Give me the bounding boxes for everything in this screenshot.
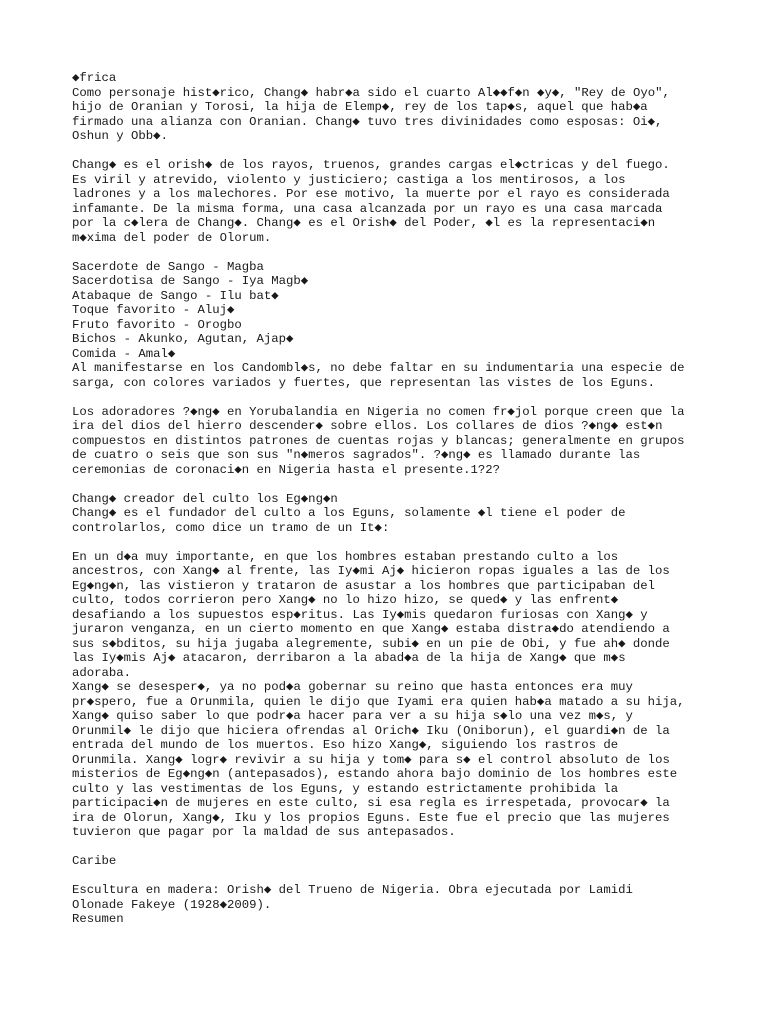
text-line: ancestros, con Xang◆ al frente, las Iy◆mi Aj◆ hicieron ropas iguales a las de los [72, 564, 670, 578]
blank-line [72, 535, 752, 550]
text-line: Xang◆ quiso saber lo que podr◆a hacer para ver a su hija s◆lo una vez m◆s, y [72, 709, 633, 723]
blank-line [72, 245, 752, 260]
text-line: compuestos en distintos patrones de cuentas rojas y blancas; generalmente en grupos [72, 433, 685, 448]
text-line: Escultura en madera: Orish◆ del Trueno de Nigeria. Obra ejecutada por Lamidi [72, 883, 633, 897]
text-line: Atabaque de Sango - Ilu bat◆ [72, 288, 279, 303]
text-line: Resumen [72, 912, 124, 926]
text-line: desafiando a los supuestos esp◆ritus. Las Iy◆mis quedaron furiosas con Xang◆ y [72, 607, 648, 622]
blank-line [72, 869, 752, 884]
text-line: firmado una alianza con Oranian. Chang◆ tuvo tres divinidades como esposas: Oi◆, [72, 114, 663, 129]
text-line: Fruto favorito - Orogbo [72, 317, 242, 332]
document-body [72, 71, 752, 927]
text-line: Orunmil◆ le dijo que hiciera ofrendas al Orich◆ Iku (Oniborun), el guardi◆n de la [72, 723, 670, 738]
text-line: ceremonias de coronaci◆n en Nigeria hasta el presente.1?2? [72, 462, 501, 477]
text-line: pr◆spero, fue a Orunmila, quien le dijo que Iyami era quien hab◆a matado a su hija, [72, 694, 685, 709]
blank-line [72, 840, 752, 855]
text-line: Los adoradores ?◆ng◆ en Yorubalandia en Nigeria no comen fr◆jol porque creen que la [72, 404, 685, 419]
text-line: Eg◆ng◆n, las vistieron y trataron de asustar a los hombres que participaban del [72, 578, 656, 593]
text-line: Chang◆ es el orish◆ de los rayos, truenos, grandes cargas el◆ctricas y del fuego. [72, 158, 670, 172]
text-line: Orunmila. Xang◆ logr◆ revivir a su hija y tom◆ para s◆ el control absoluto de los [72, 752, 670, 767]
text-line: misterios de Eg◆ng◆n (antepasados), estando ahora bajo dominio de los hombres este [72, 767, 678, 781]
text-line: controlarlos, como dice un tramo de un It◆: [72, 520, 390, 535]
text-line: por la c◆lera de Chang◆. Chang◆ es el Orish◆ del Poder, ◆l es la representaci◆n [72, 216, 656, 230]
text-line: infamante. De la misma forma, una casa alcanzada por un rayo es una casa marcada [72, 201, 663, 216]
text-line: Xang◆ se desesper◆, ya no pod◆a gobernar su reino que hasta entonces era muy [72, 680, 633, 694]
text-line: juraron venganza, en un cierto momento en que Xang◆ estaba distra◆do atendiendo a [72, 622, 670, 636]
text-line: adoraba. [72, 665, 132, 680]
blank-line [72, 144, 752, 159]
text-line: Sacerdote de Sango - Magba [72, 259, 264, 274]
text-line: Comida - Amal◆ [72, 346, 176, 361]
text-line: participaci◆n de mujeres en este culto, si esa regla es irrespetada, provocar◆ la [72, 796, 670, 810]
text-line: ira del dios del hierro descender◆ sobre ellos. Los collares de dios ?◆ng◆ est◆n [72, 419, 663, 433]
text-line: Bichos - Akunko, Agutan, Ajap◆ [72, 332, 294, 346]
text-line: entrada del mundo de los muertos. Eso hizo Xang◆, siguiendo los rastros de [72, 738, 619, 752]
blank-line [72, 390, 752, 405]
text-line: tuvieron que pagar por la maldad de sus antepasados. [72, 825, 456, 839]
text-line: hijo de Oranian y Torosi, la hija de Elemp◆, rey de los tap◆s, aquel que hab◆a [72, 100, 648, 114]
text-line: sarga, con colores variados y fuertes, que representan las vistes de los Eguns. [72, 375, 655, 390]
text-line: las Iy◆mis Aj◆ atacaron, derribaron a la abad◆a de la hija de Xang◆ que m◆s [72, 651, 626, 665]
text-line: Es viril y atrevido, violento y justiciero; castiga a los mentirosos, a los [72, 172, 626, 187]
text-line: de cuatro o seis que son sus "n◆meros sagrados". ?◆ng◆ es llamado durante las [72, 448, 641, 462]
text-line: Olonade Fakeye (1928◆2009). [72, 897, 272, 912]
text-line: culto, todos corrieron pero Xang◆ no lo hizo hizo, se qued◆ y las enfrent◆ [72, 593, 619, 607]
text-line: Caribe [72, 854, 117, 868]
text-line: Toque favorito - Aluj◆ [72, 303, 235, 317]
text-line: Como personaje hist◆rico, Chang◆ habr◆a sido el cuarto Al◆◆f◆n ◆y◆, "Rey de Oyo", [72, 85, 670, 100]
text-line: Sacerdotisa de Sango - Iya Magb◆ [72, 274, 309, 288]
text-line: Al manifestarse en los Candombl◆s, no debe faltar en su indumentaria una especie de [72, 361, 685, 375]
blank-line [72, 477, 752, 492]
text-line: Chang◆ es el fundador del culto a los Eguns, solamente ◆l tiene el poder de [72, 506, 626, 520]
text-line: m◆xima del poder de Olorum. [72, 230, 272, 245]
text-line: ladrones y a los malechores. Por ese motivo, la muerte por el rayo es considerada [72, 187, 670, 201]
text-line: En un d◆a muy importante, en que los hombres estaban prestando culto a los [72, 549, 619, 564]
text-line: Oshun y Obb◆. [72, 129, 168, 143]
text-line: ◆frica [72, 71, 117, 85]
text-line: sus s◆bditos, su hija jugaba alegremente, subi◆ en un pie de Obi, y fue ah◆ donde [72, 636, 670, 651]
text-line: culto y las vestimentas de los Eguns, y estando estrictamente prohibida la [72, 781, 619, 796]
text-line: Chang◆ creador del culto los Eg◆ng◆n [72, 491, 338, 506]
text-line: ira de Olorun, Xang◆, Iku y los propios Eguns. Este fue el precio que las mujeres [72, 810, 670, 825]
